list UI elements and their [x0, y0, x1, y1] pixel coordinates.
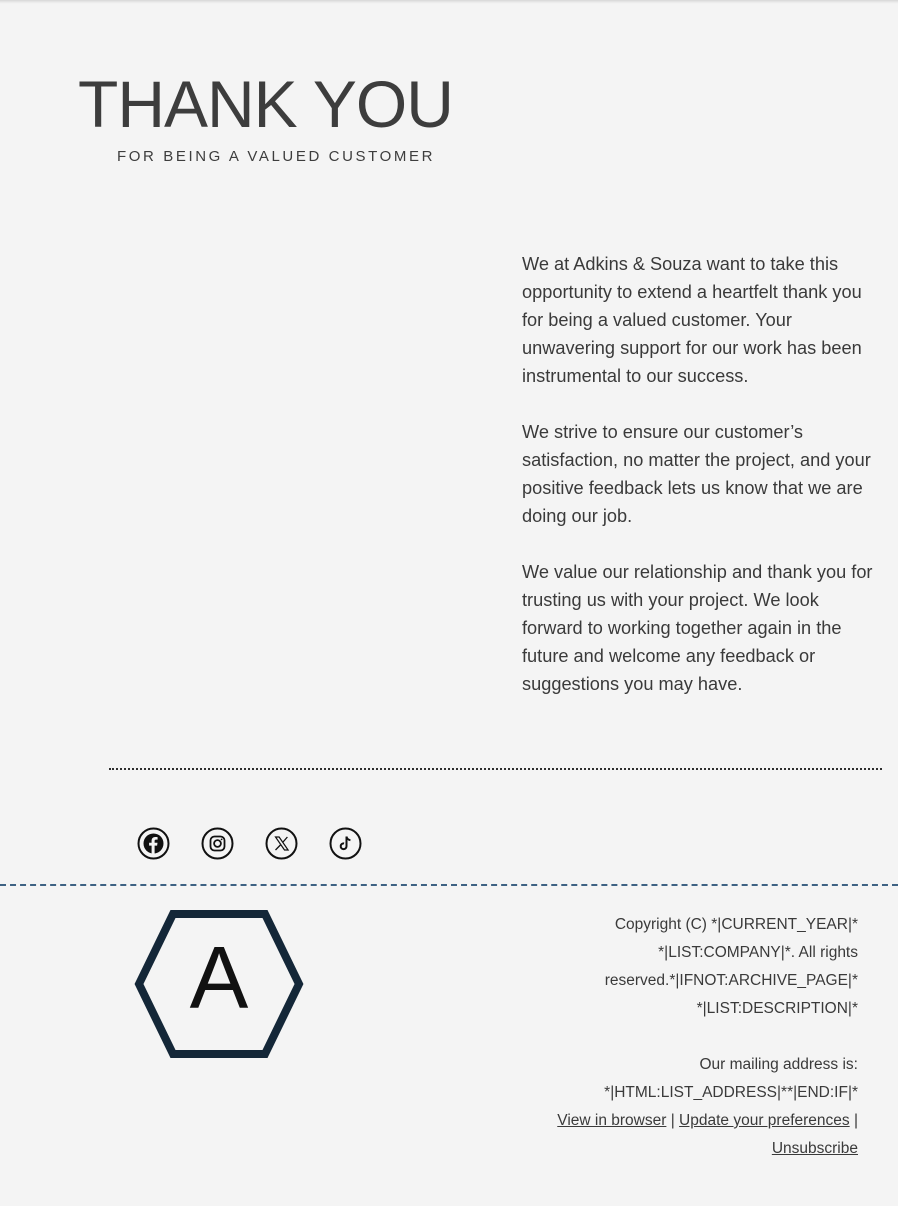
view-in-browser-link[interactable]: View in browser: [557, 1112, 667, 1129]
tiktok-icon[interactable]: [329, 827, 362, 860]
top-shadow: [0, 0, 898, 4]
page-subtitle: FOR BEING A VALUED CUSTOMER: [117, 148, 436, 165]
copyright-line-1: Copyright (C) *|CURRENT_YEAR|*: [614, 916, 858, 933]
x-icon[interactable]: [265, 827, 298, 860]
message-paragraph-3: We value our relationship and thank you for trusting us with your project. We look forward to working together again in the future and welcome any feedback or suggestions you may have.: [522, 562, 873, 694]
update-preferences-link[interactable]: Update your preferences: [679, 1112, 850, 1129]
company-logo: [134, 910, 304, 1058]
copyright-line-3: reserved.*|IFNOT:ARCHIVE_PAGE|*: [604, 972, 858, 989]
dotted-divider: [109, 768, 882, 770]
instagram-icon[interactable]: [201, 827, 234, 860]
link-separator: |: [670, 1112, 675, 1129]
footer: [518, 911, 858, 1163]
mailing-label: Our mailing address is:: [699, 1056, 858, 1073]
unsubscribe-link[interactable]: Unsubscribe: [771, 1140, 858, 1157]
social-links: [137, 827, 362, 860]
message-paragraph-1: We at Adkins & Souza want to take this opportunity to extend a heartfelt thank you for being a valued customer. Your unwavering support for our work has been instrumental to our success.: [522, 254, 862, 386]
page-title: THANK YOU: [78, 67, 453, 141]
logo-letter: A: [189, 928, 249, 1027]
copyright-line-2: *|LIST:COMPANY|*. All rights: [658, 944, 858, 961]
footer-links-row-2: [518, 1135, 858, 1163]
facebook-icon[interactable]: [137, 827, 170, 860]
footer-links-row: [518, 1107, 858, 1135]
message-body: [522, 250, 882, 726]
message-paragraph-2: We strive to ensure our customer’s satisfaction, no matter the project, and your positive feedback lets us know that we are doing our job.: [522, 422, 871, 526]
link-separator: |: [853, 1112, 858, 1129]
dashed-divider: [0, 884, 898, 886]
mailing-address: *|HTML:LIST_ADDRESS|**|END:IF|*: [604, 1084, 858, 1101]
copyright-line-4: *|LIST:DESCRIPTION|*: [696, 1000, 858, 1017]
